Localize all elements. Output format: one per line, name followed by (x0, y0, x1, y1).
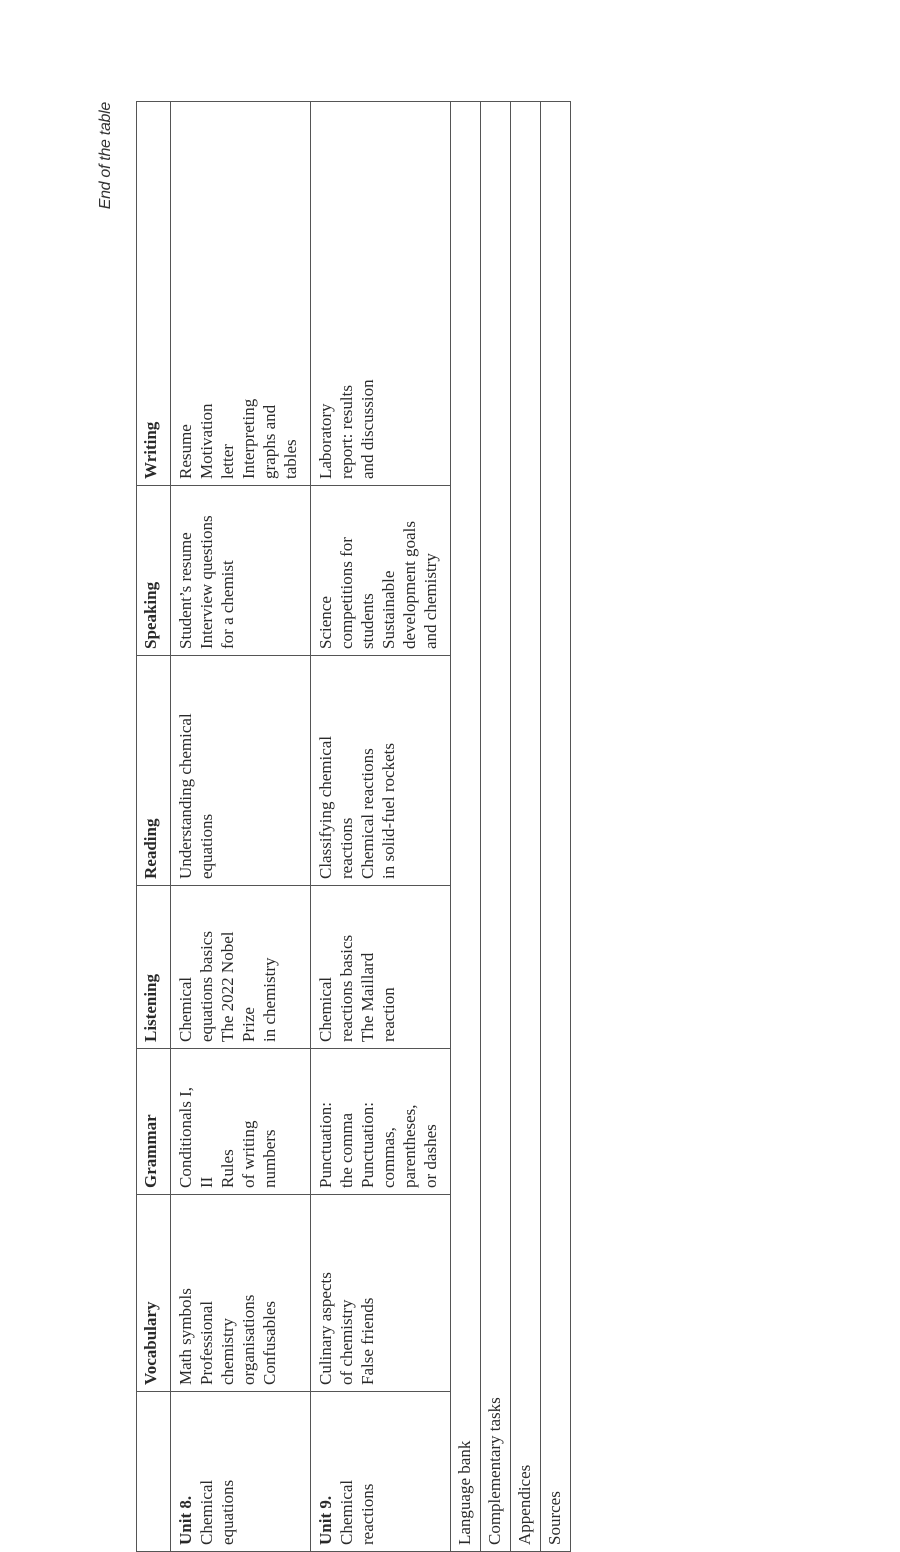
unit-9-writing (311, 102, 451, 486)
cell-line: in chemistry (260, 957, 279, 1042)
language-bank-row (451, 102, 481, 1552)
header-writing: Writing (137, 102, 171, 486)
unit-8-grammar (171, 1049, 311, 1195)
unit-8-name-line: Chemical (197, 1479, 216, 1545)
unit-8-name-line: equations (218, 1479, 237, 1545)
cell-line: Punctuation: (358, 1102, 377, 1188)
syllabus-table (136, 101, 571, 1552)
cell-line: reaction (379, 987, 398, 1042)
cell-line: reactions (337, 817, 356, 879)
unit-8-speaking (171, 486, 311, 656)
cell-line: chemistry (218, 1317, 237, 1385)
cell-line: Rules (218, 1149, 237, 1188)
sources-row (541, 102, 571, 1552)
cell-line: Understanding chemical (176, 713, 195, 879)
cell-line: letter (218, 444, 237, 479)
header-vocabulary: Vocabulary (137, 1195, 171, 1392)
cell-line: Chemical (176, 976, 195, 1042)
rotated-page (97, 102, 596, 1552)
cell-line: Motivation (197, 403, 216, 479)
cell-line: Science (316, 596, 335, 649)
unit-9-vocabulary (311, 1195, 451, 1392)
unit-9-row (311, 102, 451, 1552)
cell-line: or dashes (421, 1124, 440, 1188)
unit-9-name-line: Chemical (337, 1479, 356, 1545)
cell-line: tables (281, 439, 300, 479)
unit-9-name-line: reactions (358, 1483, 377, 1545)
unit-8-title: Unit 8. (176, 1495, 195, 1545)
cell-line: in solid-fuel rockets (379, 743, 398, 879)
cell-line: Prize (239, 1007, 258, 1042)
unit-8-reading (171, 656, 311, 886)
sources-cell: Sources (541, 102, 571, 1552)
header-reading: Reading (137, 656, 171, 886)
cell-line: The Maillard (358, 952, 377, 1042)
complementary-tasks-cell: Complementary tasks (481, 102, 511, 1552)
table-caption: End of the table (97, 102, 114, 210)
cell-line: for a chemist (218, 560, 237, 649)
unit-9-listening (311, 886, 451, 1049)
cell-line: development goals (400, 521, 419, 649)
cell-line: commas, (379, 1127, 398, 1188)
cell-line: graphs and (260, 404, 279, 479)
cell-line: Conditionals I, (176, 1086, 195, 1188)
cell-line: The 2022 Nobel (218, 931, 237, 1042)
header-row (137, 102, 171, 1552)
cell-line: Punctuation: (316, 1102, 335, 1188)
cell-line: Confusables (260, 1300, 279, 1385)
unit-9-cell (311, 1392, 451, 1552)
cell-line: II (197, 1176, 216, 1188)
cell-line: organisations (239, 1294, 258, 1385)
unit-8-listening (171, 886, 311, 1049)
unit-9-reading (311, 656, 451, 886)
cell-line: reactions basics (337, 934, 356, 1042)
cell-line: students (358, 593, 377, 649)
cell-line: of writing (239, 1120, 258, 1188)
header-listening: Listening (137, 886, 171, 1049)
cell-line: Interpreting (239, 398, 258, 479)
language-bank-cell: Language bank (451, 102, 481, 1552)
cell-line: and discussion (358, 379, 377, 479)
unit-8-row (171, 102, 311, 1552)
unit-8-vocabulary (171, 1195, 311, 1392)
unit-9-grammar (311, 1049, 451, 1195)
cell-line: Chemical (316, 976, 335, 1042)
cell-line: competitions for (337, 537, 356, 649)
appendices-row (511, 102, 541, 1552)
appendices-cell: Appendices (511, 102, 541, 1552)
cell-line: Interview questions (197, 515, 216, 649)
cell-line: Student’s resume (176, 532, 195, 649)
unit-8-writing (171, 102, 311, 486)
complementary-tasks-row (481, 102, 511, 1552)
cell-line: Resume (176, 424, 195, 479)
cell-line: False friends (358, 1297, 377, 1385)
cell-line: the comma (337, 1112, 356, 1188)
cell-line: equations basics (197, 931, 216, 1042)
cell-line: Classifying chemical (316, 735, 335, 879)
cell-line: Sustainable (379, 570, 398, 649)
cell-line: Chemical reactions (358, 748, 377, 879)
header-unit (137, 1392, 171, 1552)
header-speaking: Speaking (137, 486, 171, 656)
cell-line: Math symbols (176, 1288, 195, 1385)
unit-9-title: Unit 9. (316, 1495, 335, 1545)
cell-line: Laboratory (316, 403, 335, 479)
cell-line: numbers (260, 1129, 279, 1188)
cell-line: report: results (337, 385, 356, 479)
cell-line: and chemistry (421, 553, 440, 649)
unit-9-speaking (311, 486, 451, 656)
cell-line: equations (197, 813, 216, 879)
cell-line: Professional (197, 1300, 216, 1385)
cell-line: Culinary aspects (316, 1272, 335, 1385)
unit-8-cell (171, 1392, 311, 1552)
cell-line: of chemistry (337, 1299, 356, 1385)
cell-line: parentheses, (400, 1104, 419, 1188)
header-grammar: Grammar (137, 1049, 171, 1195)
